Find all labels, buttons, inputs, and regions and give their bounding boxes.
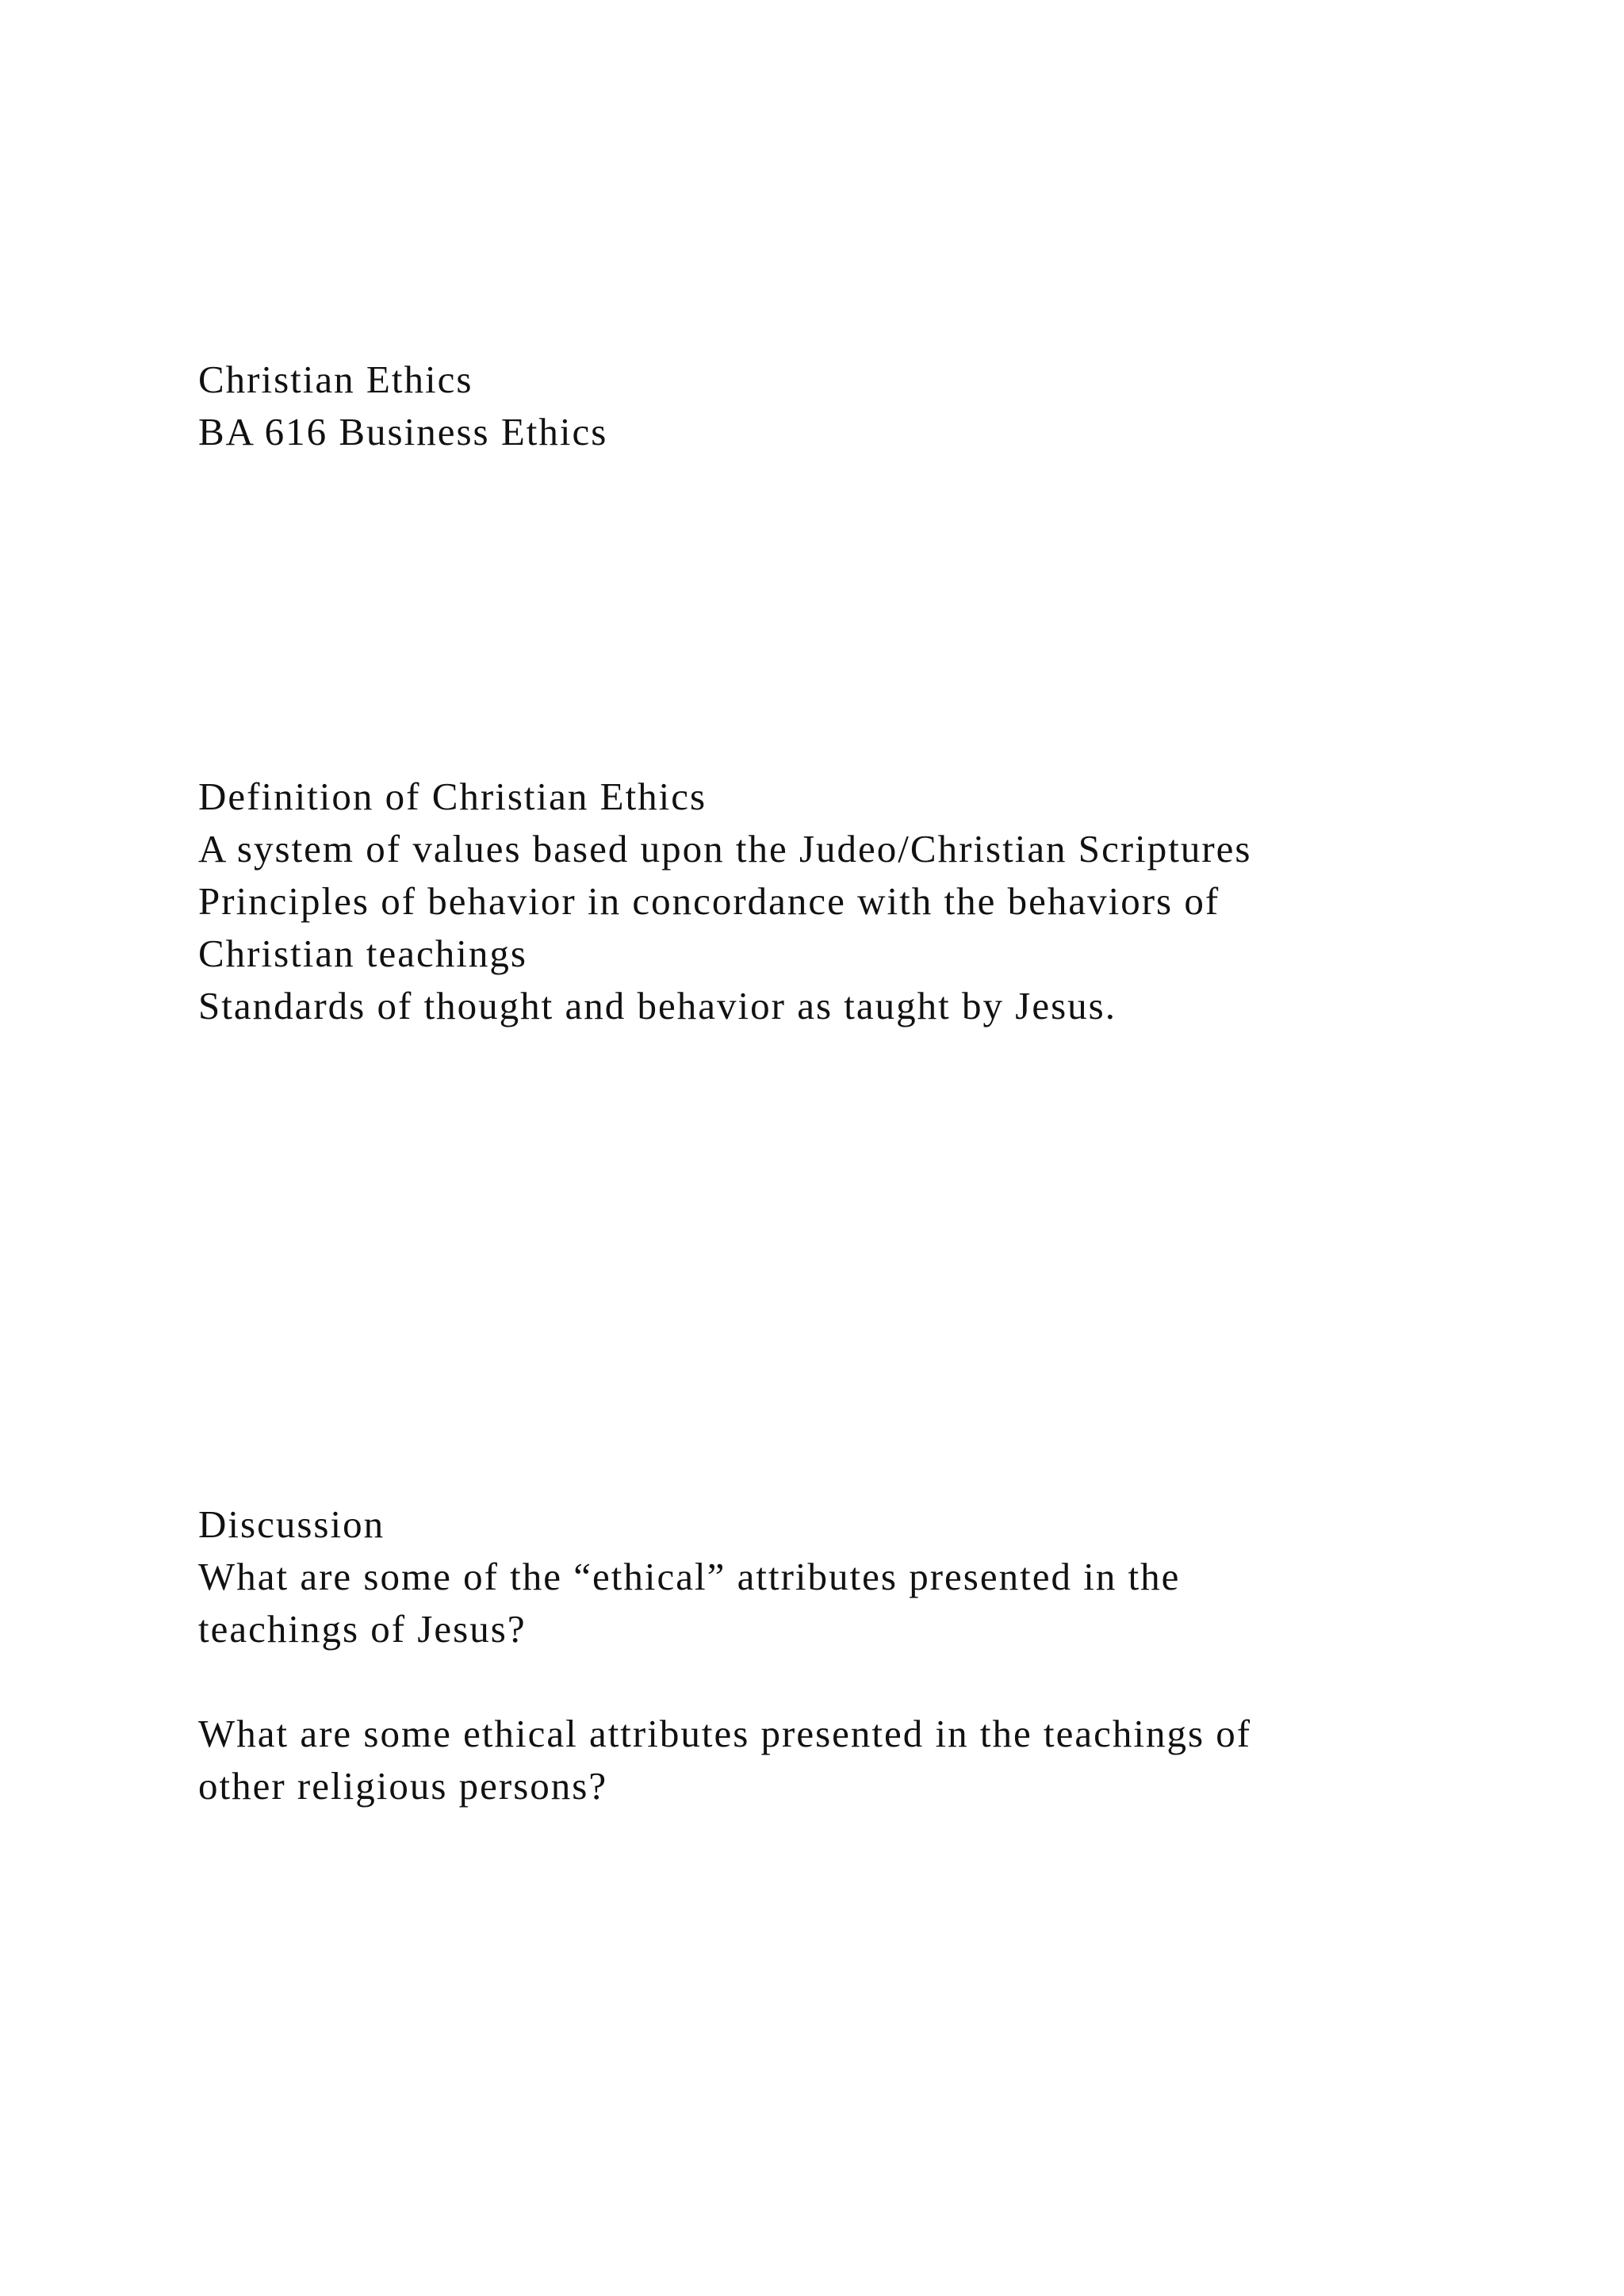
discussion-heading: Discussion <box>198 1502 385 1546</box>
definition-heading: Definition of Christian Ethics <box>198 775 707 818</box>
discussion-section <box>198 1498 1467 1812</box>
definition-line: Standards of thought and behavior as taught by Jesus. <box>198 984 1116 1027</box>
paragraph-spacer <box>198 1655 1467 1708</box>
definition-line: A system of values based upon the Judeo/Christian Scriptures <box>198 827 1252 871</box>
definition-line: Principles of behavior in concordance with the behaviors of <box>198 879 1220 923</box>
discussion-question-2-line: What are some ethical attributes presented in the teachings of <box>198 1712 1252 1755</box>
course-name: BA 616 Business Ethics <box>198 410 608 453</box>
discussion-question-1-line: What are some of the “ethical” attributes presented in the <box>198 1555 1181 1598</box>
definition-line: Christian teachings <box>198 932 527 975</box>
discussion-question-2-line: other religious persons? <box>198 1764 608 1808</box>
title-section <box>198 354 1467 458</box>
discussion-question-1-line: teachings of Jesus? <box>198 1607 527 1651</box>
definition-section <box>198 771 1467 1032</box>
document-title: Christian Ethics <box>198 358 473 401</box>
